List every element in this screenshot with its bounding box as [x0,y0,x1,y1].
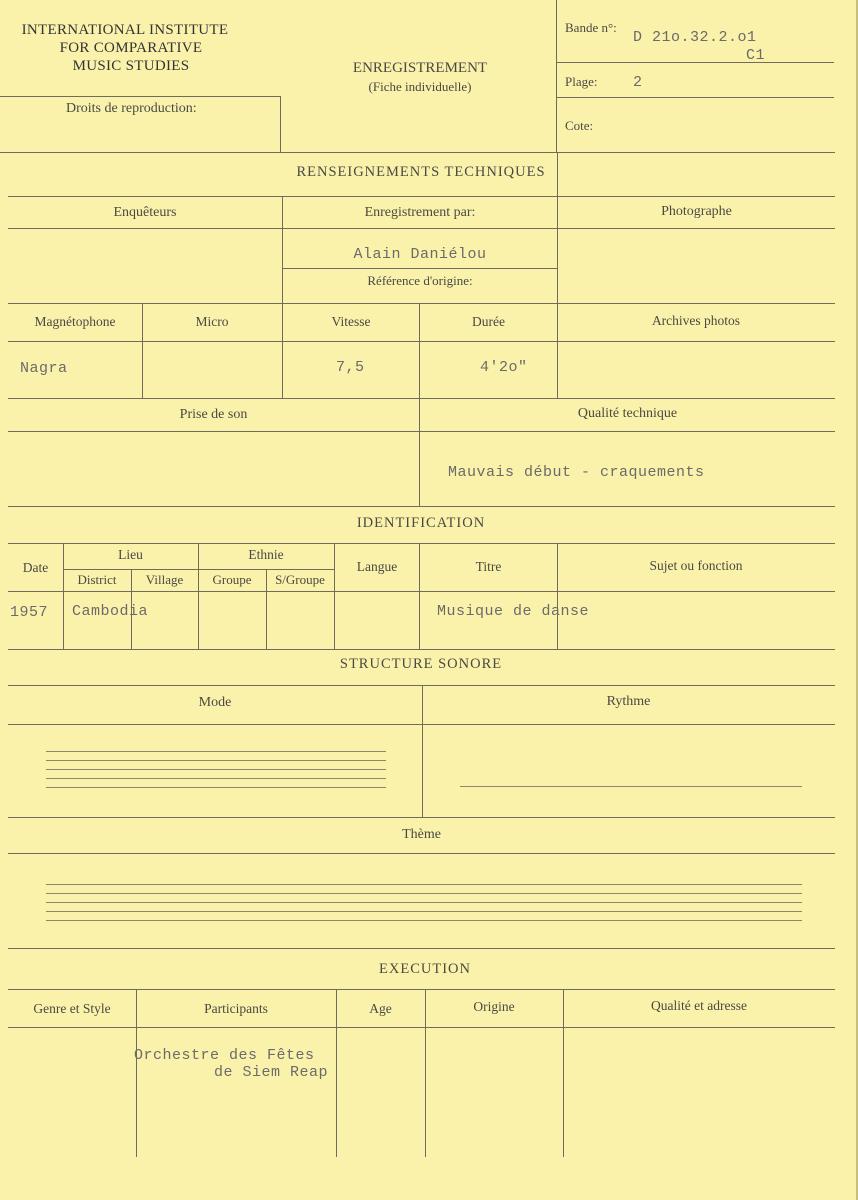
langue-label: Langue [356,559,398,574]
enqueteurs-label: Enquêteurs [113,205,177,220]
equipment-col-2 [282,303,283,398]
mode-rythme-divider [422,685,423,817]
header-divider-right [556,0,557,152]
identification-title-rule [8,543,835,544]
institute-line-2: FOR COMPARATIVE [59,40,203,56]
reference-label: Référence d'origine: [367,273,473,288]
reference-rule [282,268,557,269]
execution-header-rule [8,1027,835,1028]
mode-staff-line-3 [46,769,386,770]
technique-section-title: RENSEIGNEMENTS TECHNIQUES [296,164,546,180]
technique-header-rule [8,228,835,229]
titre-label: Titre [475,559,502,574]
genre-style-label: Genre et Style [33,1001,111,1016]
ident-col-3 [198,543,199,649]
theme-header-rule [8,853,835,854]
titre-value: Musique de danse [437,603,590,620]
equipment-col-4 [557,303,558,398]
mode-staff-line-1 [46,751,386,752]
village-label: Village [145,572,184,587]
institute-line-1: INTERNATIONAL INSTITUTE [21,22,229,38]
execution-section-title: EXECUTION [379,961,471,977]
execution-col-2 [336,989,337,1157]
theme-staff-line-5 [46,920,802,921]
enregistrement-par-label: Enregistrement par: [364,205,476,220]
form-subtitle: (Fiche individuelle) [368,79,472,94]
lieu-value: Cambodia [72,603,149,620]
mode-staff-line-4 [46,778,386,779]
lieu-label: Lieu [118,547,143,562]
qualite-technique-value: Mauvais début - craquements [448,464,705,481]
prise-top-rule [8,398,835,399]
form-title: ENREGISTREMENT [352,60,488,76]
magnetophone-value: Nagra [20,360,68,377]
district-label: District [77,572,117,587]
prise-de-son-label: Prise de son [179,407,248,422]
equipment-top-rule [8,303,835,304]
micro-label: Micro [195,314,229,329]
identification-bottom-rule [8,649,835,650]
equipment-header-rule [8,341,835,342]
qualite-technique-label: Qualité technique [577,406,678,421]
mode-staff-line-5 [46,787,386,788]
droits-label: Droits de reproduction: [66,101,197,116]
age-label: Age [369,1001,392,1016]
duree-label: Durée [472,314,505,329]
ident-header-rule [8,591,835,592]
header-divider-left [0,96,280,97]
ethnie-label: Ethnie [248,547,284,562]
date-value: 1957 [10,604,49,621]
sgroupe-label: S/Groupe [275,572,325,587]
plage-value: 2 [633,74,643,91]
vitesse-value: 7,5 [336,359,365,376]
technique-bottom-rule [8,506,835,507]
date-label: Date [22,560,49,575]
theme-staff-line-4 [46,911,802,912]
ident-col-5 [334,543,335,649]
enregistrement-par-value: Alain Daniélou [353,246,487,263]
participants-value-line-2: de Siem Reap [214,1064,329,1081]
equipment-col-1 [142,303,143,398]
photographe-label: Photographe [661,204,732,219]
ident-col-7 [557,543,558,649]
bande-value: D 21o.32.2.o1 [633,29,757,46]
sujet-fonction-label: Sujet ou fonction [649,558,743,573]
header-bottom-rule [0,152,835,153]
bande-value-2: C1 [746,47,766,64]
technique-title-rule [8,196,835,197]
mode-staff-line-2 [46,760,386,761]
origine-label: Origine [473,999,515,1014]
magnetophone-label: Magnétophone [34,314,116,329]
execution-col-1 [136,989,137,1157]
theme-staff-line-1 [46,884,802,885]
duree-value: 4'2o" [480,359,528,376]
prise-header-rule [8,431,835,432]
identification-section-title: IDENTIFICATION [356,515,486,531]
rythme-line [460,786,802,787]
mode-rythme-header-rule [8,724,835,725]
theme-label: Thème [402,827,441,842]
structure-bottom-rule [8,948,835,949]
qualite-adresse-label: Qualité et adresse [651,998,747,1013]
participants-label: Participants [204,1001,268,1016]
execution-title-rule [8,989,835,990]
droits-right-border [280,96,281,152]
participants-value-line-1: Orchestre des Fêtes [134,1047,315,1064]
bande-underline [556,62,834,63]
plage-underline [556,97,834,98]
theme-staff-line-3 [46,902,802,903]
archives-photos-label: Archives photos [651,313,741,328]
structure-section-title: STRUCTURE SONORE [339,656,503,672]
equipment-col-3 [419,303,420,398]
prise-col-divider [419,398,420,506]
theme-staff-line-2 [46,893,802,894]
ident-col-1 [63,543,64,649]
execution-col-3 [425,989,426,1157]
cote-label: Cote: [565,118,594,133]
ident-col-6 [419,543,420,649]
ident-col-4 [266,569,267,649]
rythme-label: Rythme [606,694,651,709]
bande-label: Bande n°: [565,20,617,35]
vitesse-label: Vitesse [331,314,371,329]
execution-col-4 [563,989,564,1157]
theme-top-rule [8,817,835,818]
groupe-label: Groupe [212,572,252,587]
institute-line-3: MUSIC STUDIES [72,58,190,74]
plage-label: Plage: [565,74,598,89]
mode-label: Mode [198,695,232,710]
